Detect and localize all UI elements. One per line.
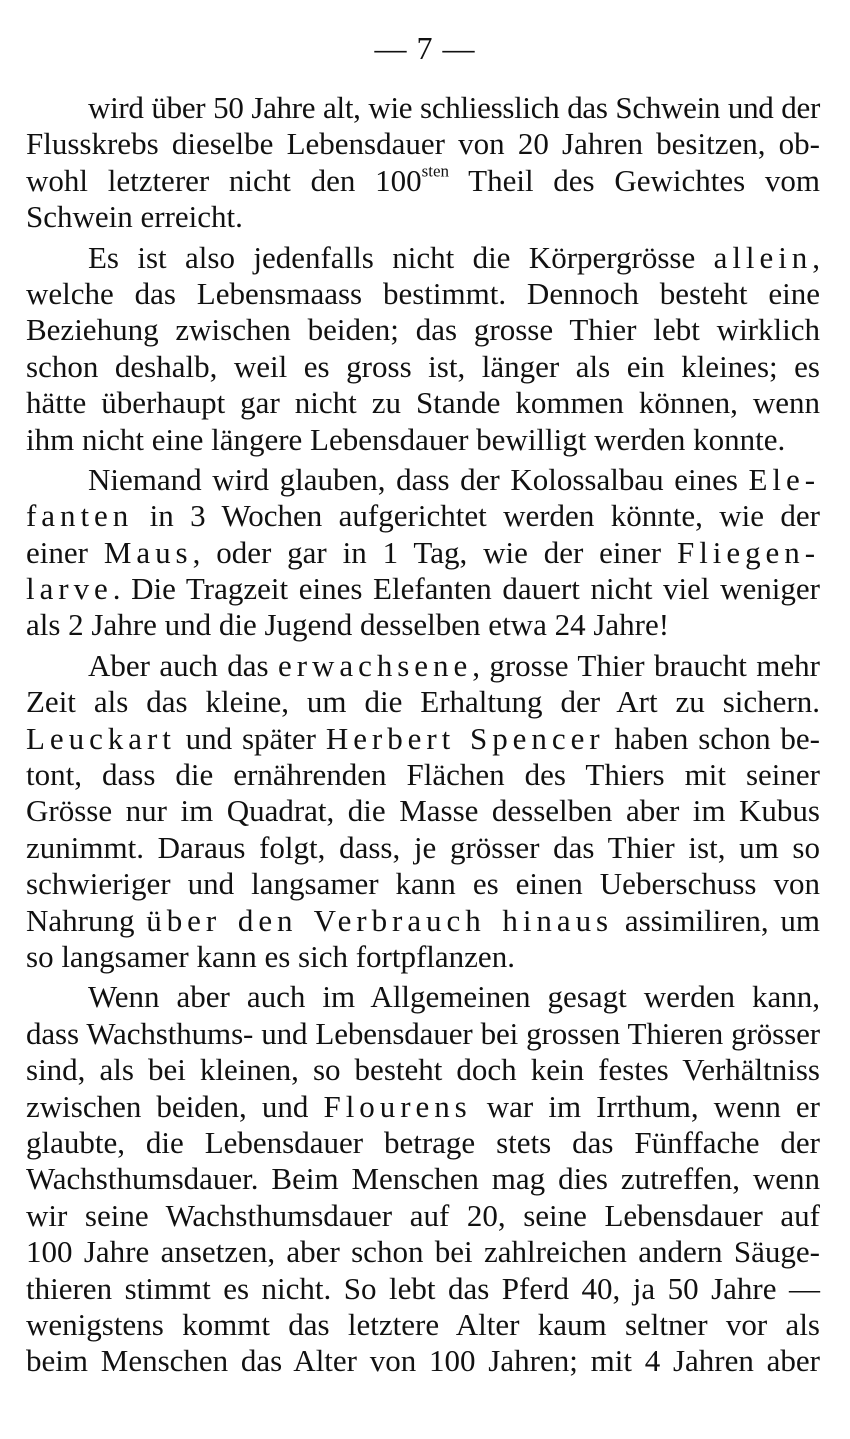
paragraph [26,240,820,458]
text-run: zunimmt. Daraus folgt, dass, je grösser das Thier ist, um so [26,829,820,865]
text-line [26,1343,820,1379]
spaced-emphasis-text: Ele- [748,461,820,497]
text-run: Wenn aber auch im Allgemeinen gesagt werden kann, [88,979,820,1015]
text-line [26,939,820,975]
text-run: Theil des Gewichtes vom [449,162,820,198]
text-line [26,312,820,348]
text-run: Schwein erreicht. [26,199,243,235]
text-line [26,866,820,902]
text-line [26,607,820,643]
spaced-emphasis-text: Flourens [323,1088,472,1124]
text-run: wird über 50 Jahre alt, wie schliesslich das Schwein und der [88,90,820,125]
text-run: war im Irrthum, wenn er [471,1088,820,1124]
text-run: beim Menschen das Alter von 100 Jahren; mit 4 Jahren aber [26,1343,820,1379]
text-run: Niemand wird glauben, dass der Kolossalbau eines [88,461,749,497]
text-run: als 2 Jahre und die Jugend desselben etwa 24 Jahre! [26,607,670,643]
paragraph [26,979,820,1379]
spaced-emphasis-text: allein [713,239,813,275]
text-line [26,721,820,757]
text-line [26,163,820,199]
text-line [26,535,820,571]
text-run: so langsamer kann es sich fortpflanzen. [26,938,515,974]
text-line [26,90,820,126]
text-run: dass Wachsthums- und Lebensdauer bei grossen Thieren grösser [26,1015,820,1051]
text-line [26,199,820,235]
text-run: haben schon be- [604,720,820,756]
text-run: Beziehung zwischen beiden; das grosse Thier lebt wirklich [26,312,820,348]
text-run: , [812,239,820,275]
text-line [26,498,820,534]
text-run: , oder gar in 1 Tag, wie der einer [192,534,677,570]
text-run: . Die Tragzeit eines Elefanten dauert nicht viel weniger [112,571,820,607]
text-run: zwischen beiden, und [26,1088,324,1124]
text-run: glaubte, die Lebensdauer betrage stets das Fünffache der [26,1124,820,1160]
text-run: wohl letzterer nicht den 100 [26,162,422,198]
text-run: Es ist also jedenfalls nicht die Körpergrösse [88,239,714,275]
text-line [26,1089,820,1125]
text-line [26,462,820,498]
text-line [26,1016,820,1052]
text-run: Aber auch das [88,647,279,683]
text-line [26,1307,820,1343]
text-run: Wachsthumsdauer. Beim Menschen mag dies zutreffen, wenn [26,1161,820,1197]
spaced-emphasis-text: fanten [26,498,134,534]
text-run: sind, als bei kleinen, so besteht doch kein festes Verhältniss [26,1052,820,1088]
spaced-emphasis-text: Fliegen- [677,534,820,570]
paragraph [26,462,820,644]
text-run: ihm nicht eine längere Lebensdauer bewilligt werden konnte. [26,421,786,457]
text-run: Flusskrebs dieselbe Lebensdauer von 20 Jahren besitzen, ob- [26,126,820,162]
text-run: thieren stimmt es nicht. So lebt das Pferd 40, ja 50 Jahre — [26,1270,820,1306]
text-run: Nahrung [26,902,147,938]
text-line [26,349,820,385]
text-line [26,830,820,866]
text-body [26,90,820,1384]
text-line [26,1052,820,1088]
text-run: schwieriger und langsamer kann es einen Ueberschuss von [26,866,820,902]
text-run: einer [26,534,104,570]
text-run: und später [175,720,326,756]
text-line [26,276,820,312]
text-line [26,240,820,276]
text-run: schon deshalb, weil es gross ist, länger als ein kleines; es [26,348,820,384]
text-line [26,1198,820,1234]
text-run: assimiliren, um [613,902,820,938]
spaced-emphasis-text: erwachsene [278,647,473,683]
text-run: wenigstens kommt das letztere Alter kaum seltner vor als [26,1306,820,1342]
spaced-emphasis-text: Leuckart [26,720,176,756]
text-run: hätte überhaupt gar nicht zu Stande kommen können, wenn [26,385,820,421]
text-line [26,648,820,684]
text-line [26,126,820,162]
text-line [26,571,820,607]
text-run: Zeit als das kleine, um die Erhaltung der Art zu sichern. [26,684,820,720]
text-run: 100 Jahre ansetzen, aber schon bei zahlreichen andern Säuge- [26,1234,820,1270]
text-line [26,1234,820,1270]
spaced-emphasis-text: Herbert Spencer [325,720,605,756]
text-line [26,385,820,421]
text-line [26,422,820,458]
text-line [26,903,820,939]
text-line [26,793,820,829]
text-line [26,1161,820,1197]
text-run: welche das Lebensmaass bestimmt. Dennoch besteht eine [26,275,820,311]
text-line [26,757,820,793]
text-run: , grosse Thier braucht mehr [472,647,821,683]
text-line [26,684,820,720]
spaced-emphasis-text: über den Verbrauch hinaus [146,902,614,938]
paragraph [26,90,820,236]
text-line [26,979,820,1015]
paragraph [26,648,820,976]
text-run: tont, dass die ernährenden Flächen des Thiers mit seiner [26,757,820,793]
text-run: wir seine Wachsthumsdauer auf 20, seine Lebensdauer auf [26,1197,820,1233]
text-run: in 3 Wochen aufgerichtet werden könnte, wie der [133,498,820,534]
spaced-emphasis-text: larve [26,571,113,607]
spaced-emphasis-text: Maus [103,534,193,570]
text-line [26,1125,820,1161]
text-line [26,1271,820,1307]
page-number: — 7 — [374,30,476,66]
text-run: Grösse nur im Quadrat, die Masse desselben aber im Kubus [26,793,820,829]
superscript-text: sten [421,161,450,181]
